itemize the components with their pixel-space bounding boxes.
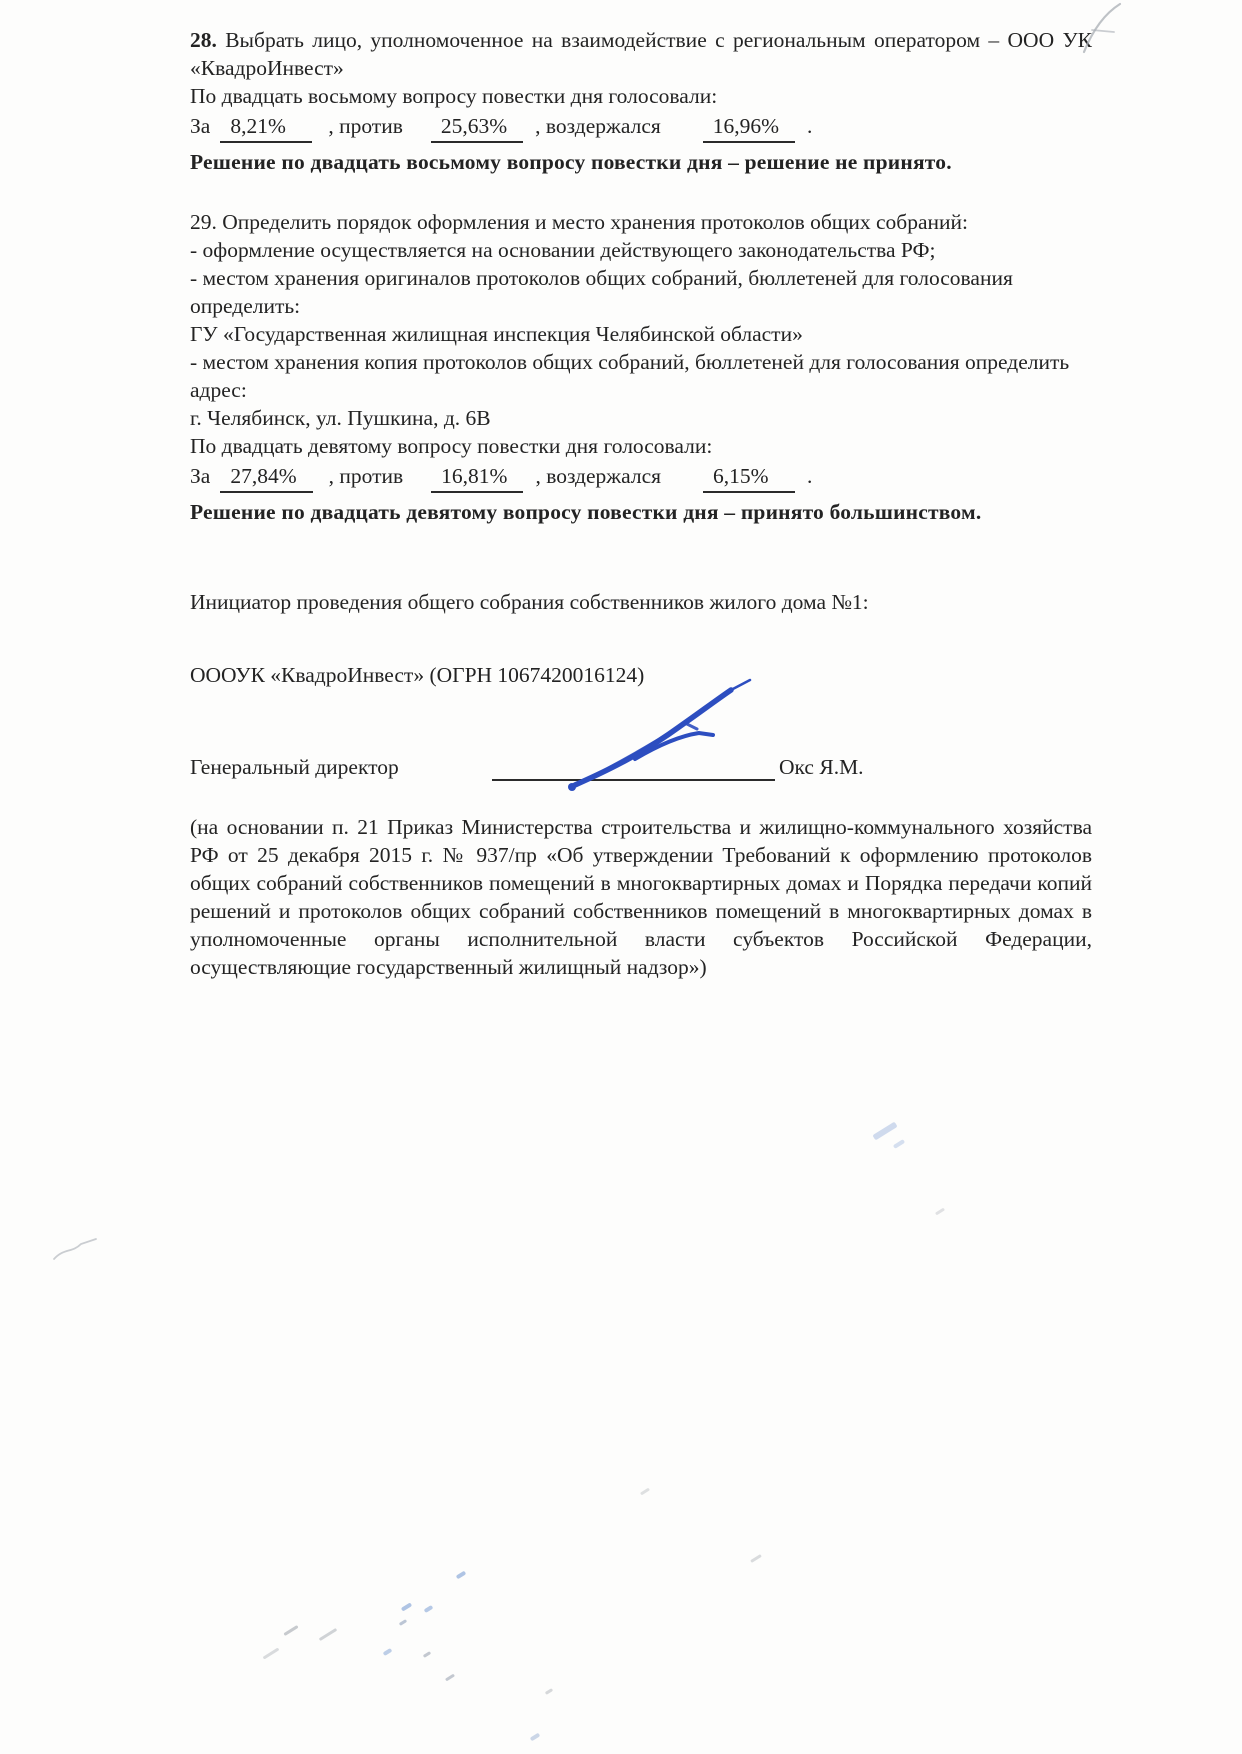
- vote-29-abstain-blank: [703, 462, 795, 493]
- ink-speck: [399, 1619, 407, 1626]
- item-29-vote-results: [190, 462, 1092, 494]
- ink-speck: [545, 1688, 553, 1695]
- handwritten-signature: [547, 672, 777, 797]
- ink-speck: [424, 1605, 434, 1613]
- item-29-line-2: - местом хранения оригиналов протоколов общих собраний, бюллетеней для голосования определить:: [190, 266, 1013, 318]
- pencil-mark-top-right: [1072, 0, 1132, 58]
- item-29-number: 29.: [190, 210, 217, 234]
- item-29-line-5: г. Челябинск, ул. Пушкина, д. 6В: [190, 406, 491, 430]
- ink-speck: [456, 1571, 467, 1580]
- vote-29-protiv-label: , против: [328, 464, 404, 488]
- legal-footnote: (на основании п. 21 Приказ Министерства строительства и жилищно-коммунального хозяйства РФ от 25 декабря 2015 г. № 937/пр «Об утверждении Требований к оформлению протоколов общих собраний собственников помещений в многоквартирных домах и Порядка передачи копий решений и протоколов общих собраний собственников помещений в многоквартирных домах в уполномоченные органы исполнительной власти субъектов Российской Федерации, осуществляющие государственный жилищный надзор»): [190, 815, 1092, 979]
- item-28-title-line1: [190, 26, 1092, 54]
- vote-28-abstain-blank: [703, 112, 795, 143]
- item-29-title-line: [190, 208, 1092, 236]
- vote-29-abstain-label: , воздержался: [535, 464, 662, 488]
- signature-line: [492, 751, 775, 781]
- ink-speck: [319, 1628, 338, 1641]
- ink-speck: [935, 1208, 945, 1216]
- vote-29-abstain-value: 6,15%: [713, 464, 769, 488]
- vote-29-za-blank: [220, 462, 312, 493]
- vote-28-protiv-label: , против: [328, 114, 403, 138]
- ink-speck: [750, 1554, 762, 1563]
- ink-speck: [872, 1122, 897, 1141]
- item-29-line-1: - оформление осуществляется на основании действующего законодательства РФ;: [190, 238, 936, 262]
- vote-29-protiv-value: 16,81%: [441, 464, 508, 488]
- item-28-title-line2: «КвадроИнвест»: [190, 56, 344, 80]
- vote-29-za-label: За: [190, 464, 211, 488]
- vote-28-za-blank: [220, 112, 312, 143]
- item-29-title-text: Определить порядок оформления и место хранения протоколов общих собраний:: [222, 210, 969, 234]
- signature-row: [190, 747, 1092, 781]
- vote-28-protiv-value: 25,63%: [440, 114, 508, 138]
- signature-name: Окс Я.М.: [779, 755, 864, 779]
- item-29-line-4: - местом хранения копия протоколов общих собраний, бюллетеней для голосования определить адрес:: [190, 350, 1070, 402]
- vote-28-abstain-label: , воздержался: [535, 114, 661, 138]
- ink-speck: [893, 1139, 905, 1149]
- vote-29-period: .: [807, 464, 813, 488]
- ink-speck: [640, 1488, 650, 1496]
- vote-29-za-value: 27,84%: [230, 464, 297, 488]
- ink-speck: [263, 1647, 280, 1659]
- ink-speck: [283, 1625, 298, 1636]
- item-29-voting-intro: По двадцать девятому вопросу повестки дня голосовали:: [190, 434, 713, 458]
- ink-speck: [445, 1674, 455, 1682]
- vote-28-abstain-value: 16,96%: [712, 114, 780, 138]
- vote-29-protiv-blank: [431, 462, 523, 493]
- item-28-number: 28.: [190, 28, 217, 52]
- item-28-decision: Решение по двадцать восьмому вопросу повестки дня – решение не принято.: [190, 150, 952, 174]
- item-28-voting-intro: По двадцать восьмому вопросу повестки дня голосовали:: [190, 84, 718, 108]
- vote-28-period: .: [807, 114, 813, 138]
- agenda-item-29: [190, 208, 1092, 526]
- ink-speck: [383, 1648, 393, 1656]
- item-28-vote-results: [190, 112, 1092, 144]
- vote-28-za-value: 8,21%: [230, 114, 286, 138]
- ink-speck: [401, 1602, 412, 1611]
- item-28-title-text: Выбрать лицо, уполномоченное на взаимодействие с региональным оператором – ООО УК: [225, 28, 1093, 52]
- ink-speck: [530, 1733, 541, 1742]
- company-ogrn-line: ОООУК «КвадроИнвест» (ОГРН 1067420016124): [190, 663, 645, 687]
- vote-28-za-label: За: [190, 114, 211, 138]
- vote-28-protiv-blank: [431, 112, 523, 143]
- pencil-mark-bottom-left: [50, 1235, 106, 1267]
- initiator-line: Инициатор проведения общего собрания собственников жилого дома №1:: [190, 590, 869, 614]
- agenda-item-28: [190, 26, 1092, 176]
- item-29-line-3: ГУ «Государственная жилищная инспекция Челябинской области»: [190, 322, 803, 346]
- document-content: [190, 26, 1092, 981]
- item-29-decision: Решение по двадцать девятому вопросу повестки дня – принято большинством.: [190, 500, 982, 524]
- ink-speck: [423, 1651, 431, 1658]
- signature-role-label: Генеральный директор: [190, 755, 399, 779]
